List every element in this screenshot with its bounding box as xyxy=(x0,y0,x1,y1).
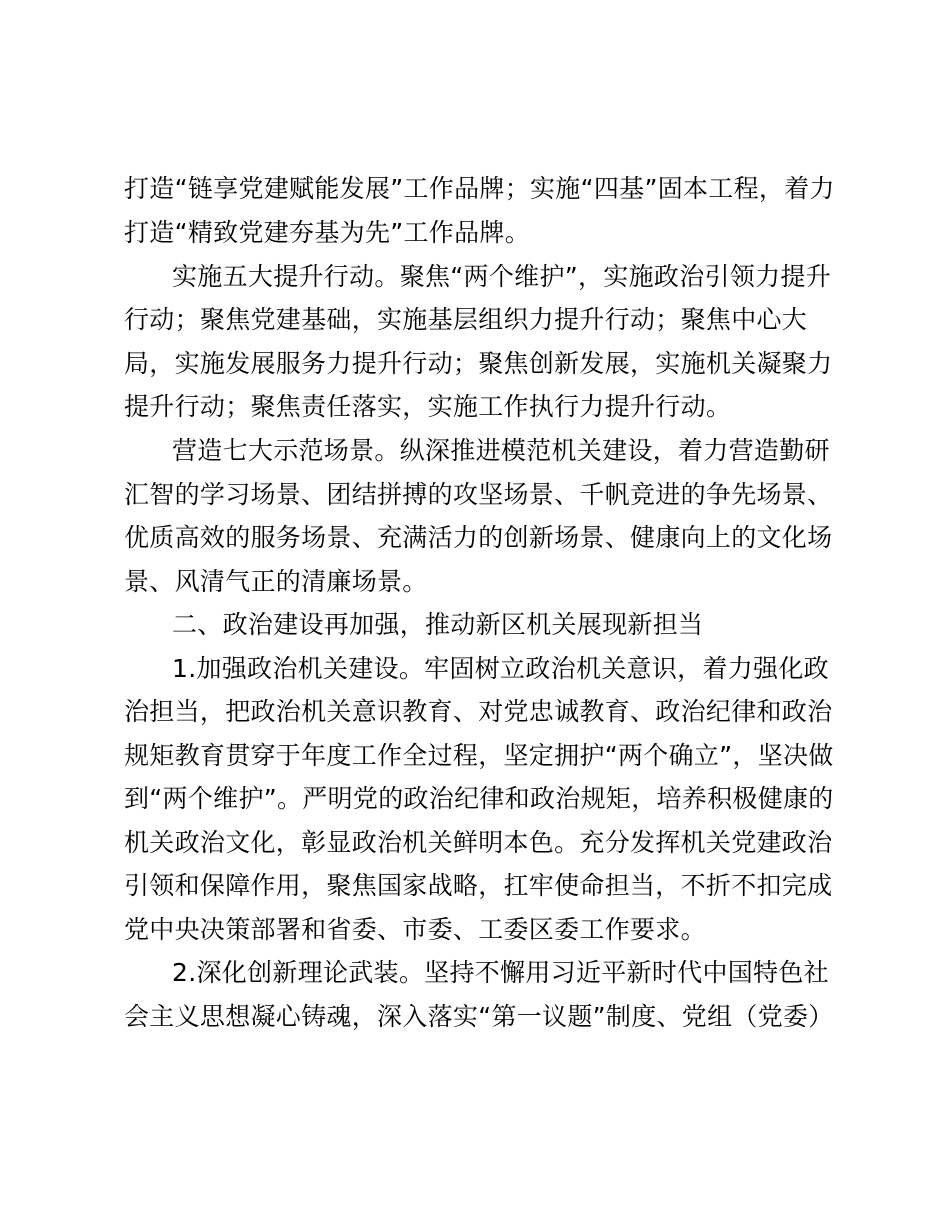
paragraph-line: 局，实施发展服务力提升行动；聚焦创新发展，实施机关凝聚力 xyxy=(124,349,833,378)
paragraph-line: 景、风清气正的清廉场景。 xyxy=(124,567,428,596)
paragraph-line: 2.深化创新理论武装。坚持不懈用习近平新时代中国特色社 xyxy=(172,958,829,987)
paragraph-line: 引领和保障作用，聚焦国家战略，扛牢使命担当，不折不扣完成 xyxy=(124,871,833,900)
paragraph-line: 营造七大示范场景。纵深推进模范机关建设，着力营造勤研 xyxy=(172,436,830,465)
paragraph-line: 优质高效的服务场景、充满活力的创新场景、健康向上的文化场 xyxy=(124,523,833,552)
paragraph-line: 行动；聚焦党建基础，实施基层组织力提升行动；聚焦中心大 xyxy=(124,305,808,334)
paragraph-line: 提升行动；聚焦责任落实，实施工作执行力提升行动。 xyxy=(124,392,732,421)
paragraph-line: 汇智的学习场景、团结拼搏的攻坚场景、千帆竞进的争先场景、 xyxy=(124,480,833,509)
paragraph-line: 治担当，把政治机关意识教育、对党忠诚教育、政治纪律和政治 xyxy=(124,697,833,726)
paragraph-line: 实施五大提升行动。聚焦“两个维护”，实施政治引领力提升 xyxy=(172,262,832,291)
paragraph-line: 机关政治文化，彰显政治机关鲜明本色。充分发挥机关党建政治 xyxy=(124,828,833,857)
paragraph-line: 1.加强政治机关建设。牢固树立政治机关意识，着力强化政 xyxy=(172,654,829,683)
paragraph-line: 打造“链享党建赋能发展”工作品牌；实施“四基”固本工程，着力 xyxy=(124,174,835,203)
section-heading: 二、政治建设再加强，推动新区机关展现新担当 xyxy=(172,610,704,639)
paragraph-line: 规矩教育贯穿于年度工作全过程，坚定拥护“两个确立”，坚决做 xyxy=(124,741,834,770)
paragraph-line: 打造“精致党建夯基为先”工作品牌。 xyxy=(124,218,531,247)
paragraph-line: 党中央决策部署和省委、市委、工委区委工作要求。 xyxy=(124,915,706,944)
paragraph-line: 到“两个维护”。严明党的政治纪律和政治规矩，培养积极健康的 xyxy=(124,784,834,813)
paragraph-line: 会主义思想凝心铸魂，深入落实“第一议题”制度、党组（党委） xyxy=(124,1002,834,1031)
